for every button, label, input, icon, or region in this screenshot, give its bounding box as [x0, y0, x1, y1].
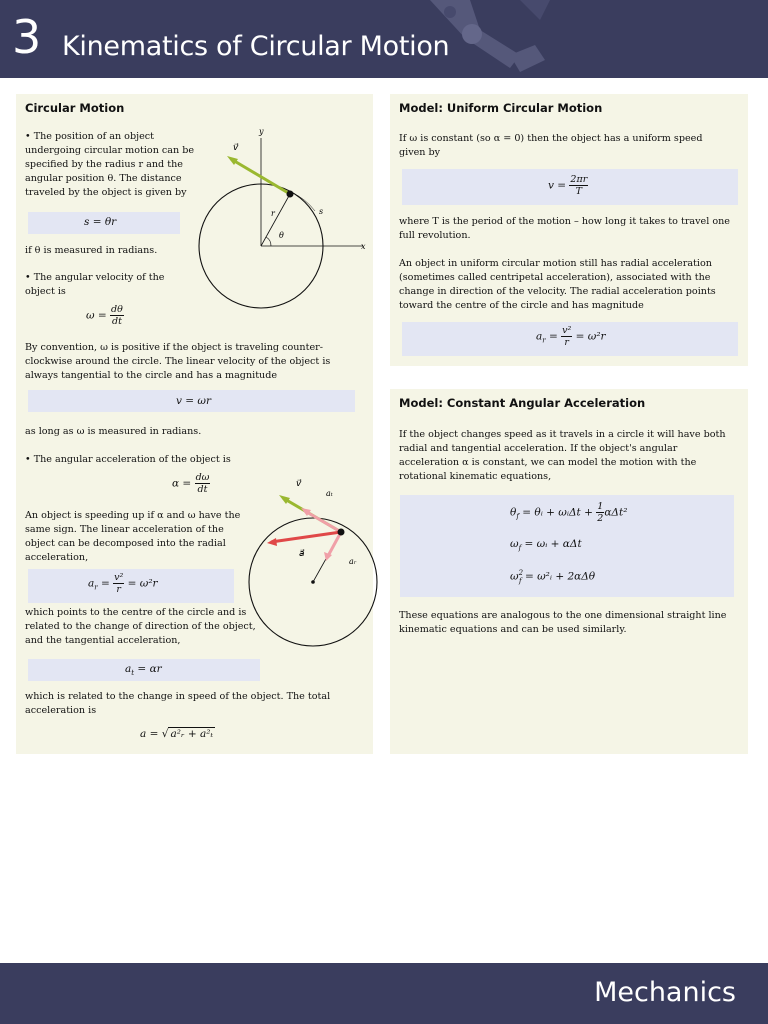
equation-s: s = θr [84, 216, 117, 228]
radians-note-2: as long as ω is measured in radians. [25, 426, 202, 437]
points-centre-text: which points to the centre of the circle and is related to the change of direction of the object, and the tangential acceleration, [25, 607, 256, 646]
speeding-up-text: An object is speeding up if α and ω have the same sign. The linear acceleration of the object can be decomposed into the radial acceleration, [25, 510, 241, 563]
radius-label: r [271, 209, 275, 218]
convention-text: By convention, ω is positive if the object is traveling counter-clockwise around the circle. The linear velocity of the object is always tangential to the circle and has a magnitude [25, 342, 331, 381]
equation-alpha: α = $\frac{d\omega}{dt}$ [172, 472, 210, 495]
period-text: where T is the period of the motion – how long it takes to travel one full revolution. [399, 216, 730, 241]
tangential-accel-label: aₜ [326, 489, 333, 498]
circle-position-diagram [191, 126, 371, 316]
x-axis-label: x [361, 242, 366, 251]
footer-bar [0, 963, 768, 1024]
equation-ar: $a_r$ = $\frac{\text{v²}}{r}$ = ω²r [88, 572, 158, 595]
caa-intro-text: If the object changes speed as it travels in a circle it will have both radial and tangential acceleration. If the object's angular acceleration α is constant, we can model the motion with the rotational kinematic equations, [399, 429, 726, 482]
total-accel-label: a⃗ [299, 549, 305, 559]
equation-theta-f: $\theta_f$ = θᵢ + ωᵢΔt + $\frac{1}{2}$ αΔt² [510, 501, 628, 524]
bullet-angular-velocity-text: • The angular velocity of the object is [25, 272, 165, 297]
constant-angular-acceleration-panel [390, 389, 748, 754]
chapter-title: Kinematics of Circular Motion [62, 31, 450, 62]
equation-v: v = ωr [176, 395, 211, 407]
equation-centripetal: $a_r$ = $\frac{\text{v²}}{r}$ = ω²r [536, 325, 606, 348]
angle-label: θ [279, 231, 284, 240]
panel-title: Model: Constant Angular Acceleration [399, 396, 646, 410]
y-axis-label: y [259, 127, 264, 136]
chapter-header [0, 0, 768, 78]
bullet-angular-acceleration-text: • The angular acceleration of the object is [25, 454, 231, 465]
radians-note: if θ is measured in radians. [25, 245, 158, 256]
caa-outro-text: These equations are analogous to the one dimensional straight line kinematic equations and can be used similarly. [399, 610, 727, 635]
radial-accel-text: An object in uniform circular motion still has radial acceleration (sometimes called centripetal acceleration), associated with the change in direction of the velocity. The radial acceleration points toward the centre of the circle and has magnitude [399, 258, 716, 311]
velocity-label-2: v⃗ [296, 479, 302, 489]
panel-title: Circular Motion [25, 101, 125, 115]
equation-total-accel: a = √ a²ᵣ + a²ₜ [140, 728, 214, 740]
equation-omega: ω = $\frac{d\theta}{dt}$ [86, 304, 123, 327]
uniform-circular-motion-panel [390, 94, 748, 366]
bullet-position-text: • The position of an object undergoing circular motion can be specified by the radius r and the angular position θ. The distance traveled by the object is given by [25, 131, 195, 198]
ucm-intro-text: If ω is constant (so α = 0) then the object has a uniform speed given by [399, 133, 703, 158]
arc-length-label: s [319, 207, 324, 216]
circular-motion-panel [16, 94, 373, 754]
radial-accel-label: aᵣ [349, 557, 357, 566]
equation-at: $a_t = \alpha r$ [125, 663, 162, 678]
equation-v-period: v = $\frac{2\pi r}{T}$ [548, 174, 588, 197]
velocity-label: v⃗ [233, 143, 239, 153]
chapter-number: 3 [12, 10, 42, 64]
equation-omega-f-squared: $\omega^2_f$ = ω²ᵢ + 2αΔθ [510, 569, 596, 585]
footer-label: Mechanics [594, 977, 736, 1008]
panel-title: Model: Uniform Circular Motion [399, 101, 603, 115]
acceleration-components-diagram [241, 479, 381, 642]
equation-omega-f: $\omega_f$ = ωᵢ + αΔt [510, 538, 582, 553]
speed-related-text: which is related to the change in speed of the object. The total acceleration is [25, 691, 331, 716]
